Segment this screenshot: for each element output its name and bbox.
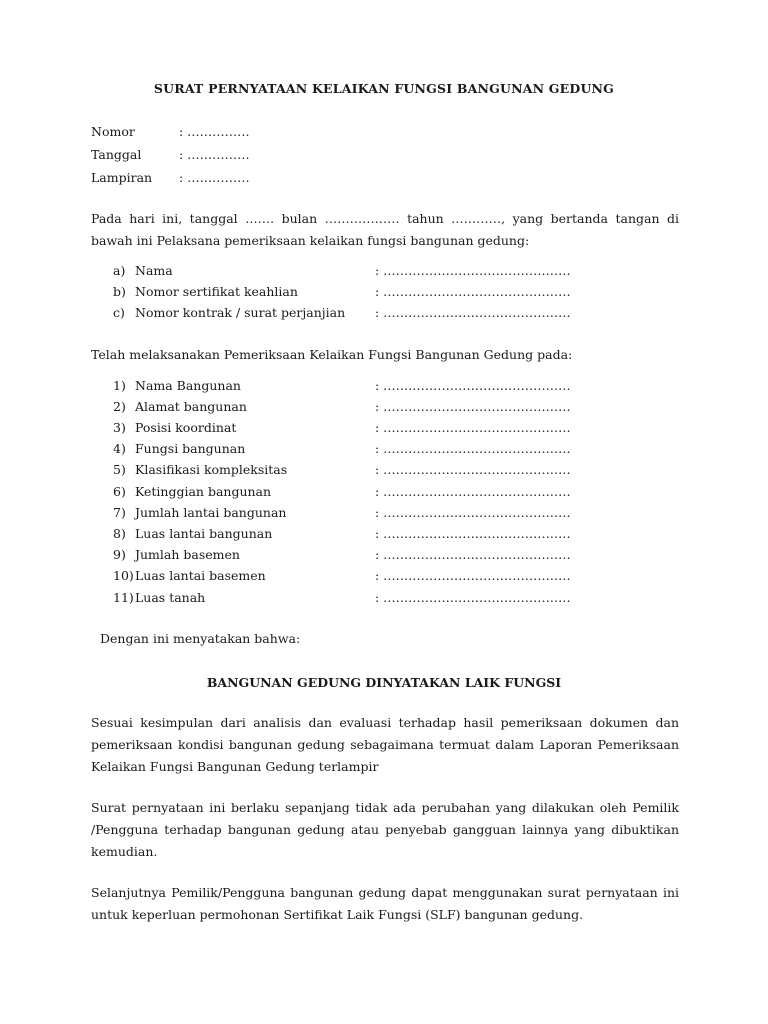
item-label: Luas lantai bangunan [135,526,273,541]
item-label: Alamat bangunan [135,399,247,414]
meta-row-nomor [91,124,250,139]
item-label: Posisi koordinat [135,420,237,435]
item-value: : ……………………………………… [375,462,571,477]
building-item [113,547,633,565]
meta-value: : …………… [179,124,250,139]
meta-value: : …………… [179,170,250,185]
paragraph-validity: Surat pernyataan ini berlaku sepanjang tidak ada perubahan yang dilakukan oleh Pemilik /Pengguna terhadap bangunan gedung atau penyebab gangguan lainnya yang dibuktikan kemudian. [91,800,679,859]
item-label: Ketinggian bangunan [135,484,272,499]
item-label: Luas tanah [135,590,206,605]
item-label: Nama [135,263,173,278]
list-marker: 1) [113,378,126,393]
statement-intro: Dengan ini menyatakan bahwa: [100,631,301,646]
building-item [113,399,633,417]
signer-item [113,305,633,323]
item-value: : ……………………………………… [375,420,571,435]
building-item [113,462,633,480]
item-value: : ……………………………………… [375,399,571,414]
list-marker: 2) [113,399,126,414]
item-value: : ……………………………………… [375,263,571,278]
item-label: Jumlah lantai bangunan [135,505,287,520]
building-item [113,441,633,459]
meta-row-tanggal [91,147,250,162]
item-label: Nomor sertifikat keahlian [135,284,298,299]
signer-item [113,284,633,302]
list-marker: 9) [113,547,126,562]
meta-label: Lampiran [91,170,153,185]
item-value: : ……………………………………… [375,484,571,499]
item-value: : ……………………………………… [375,568,571,583]
paragraph-usage: Selanjutnya Pemilik/Pengguna bangunan gedung dapat menggunakan surat pernyataan ini untuk keperluan permohonan Sertifikat Laik Fungsi (SLF) bangunan gedung. [91,885,679,922]
list-marker: 7) [113,505,126,520]
building-item [113,484,633,502]
list-marker: 8) [113,526,126,541]
item-value: : ……………………………………… [375,526,571,541]
item-label: Luas lantai basemen [135,568,266,583]
list-marker: c) [113,305,125,320]
paragraph-conclusion: Sesuai kesimpulan dari analisis dan evaluasi terhadap hasil pemeriksaan dokumen dan pemeriksaan kondisi bangunan gedung sebagaimana termuat dalam Laporan Pemeriksaan Kelaikan Fungsi Bangunan Gedung terlampir [91,715,679,774]
item-label: Klasifikasi kompleksitas [135,462,288,477]
list-marker: a) [113,263,126,278]
building-item [113,590,633,608]
list-marker: 5) [113,462,126,477]
item-value: : ……………………………………… [375,505,571,520]
list-marker: 6) [113,484,126,499]
verdict-heading: BANGUNAN GEDUNG DINYATAKAN LAIK FUNGSI [206,675,562,690]
meta-row-lampiran [91,170,250,185]
list-marker: 11) [113,590,134,605]
intro-paragraph: Pada hari ini, tanggal ……. bulan ……………… tahun …………, yang bertanda tangan di bawah ini Pelaksana pemeriksaan kelaikan fungsi bangunan gedung: [91,211,679,248]
item-value: : ……………………………………… [375,441,571,456]
item-value: : ……………………………………… [375,547,571,562]
item-value: : ……………………………………… [375,378,571,393]
item-label: Nama Bangunan [135,378,241,393]
item-value: : ……………………………………… [375,284,571,299]
list-marker: 3) [113,420,126,435]
item-label: Jumlah basemen [135,547,240,562]
inspection-intro: Telah melaksanakan Pemeriksaan Kelaikan Fungsi Bangunan Gedung pada: [91,347,573,362]
building-item [113,568,633,586]
list-marker: b) [113,284,126,299]
document-title: SURAT PERNYATAAN KELAIKAN FUNGSI BANGUNAN GEDUNG [153,81,615,96]
signer-item [113,263,633,281]
item-value: : ……………………………………… [375,305,571,320]
item-label: Fungsi bangunan [135,441,246,456]
building-item [113,378,633,396]
list-marker: 4) [113,441,126,456]
item-value: : ……………………………………… [375,590,571,605]
building-item [113,526,633,544]
building-item [113,420,633,438]
meta-label: Nomor [91,124,135,139]
item-label: Nomor kontrak / surat perjanjian [135,305,346,320]
list-marker: 10) [113,568,134,583]
meta-label: Tanggal [91,147,142,162]
meta-value: : …………… [179,147,250,162]
building-item [113,505,633,523]
